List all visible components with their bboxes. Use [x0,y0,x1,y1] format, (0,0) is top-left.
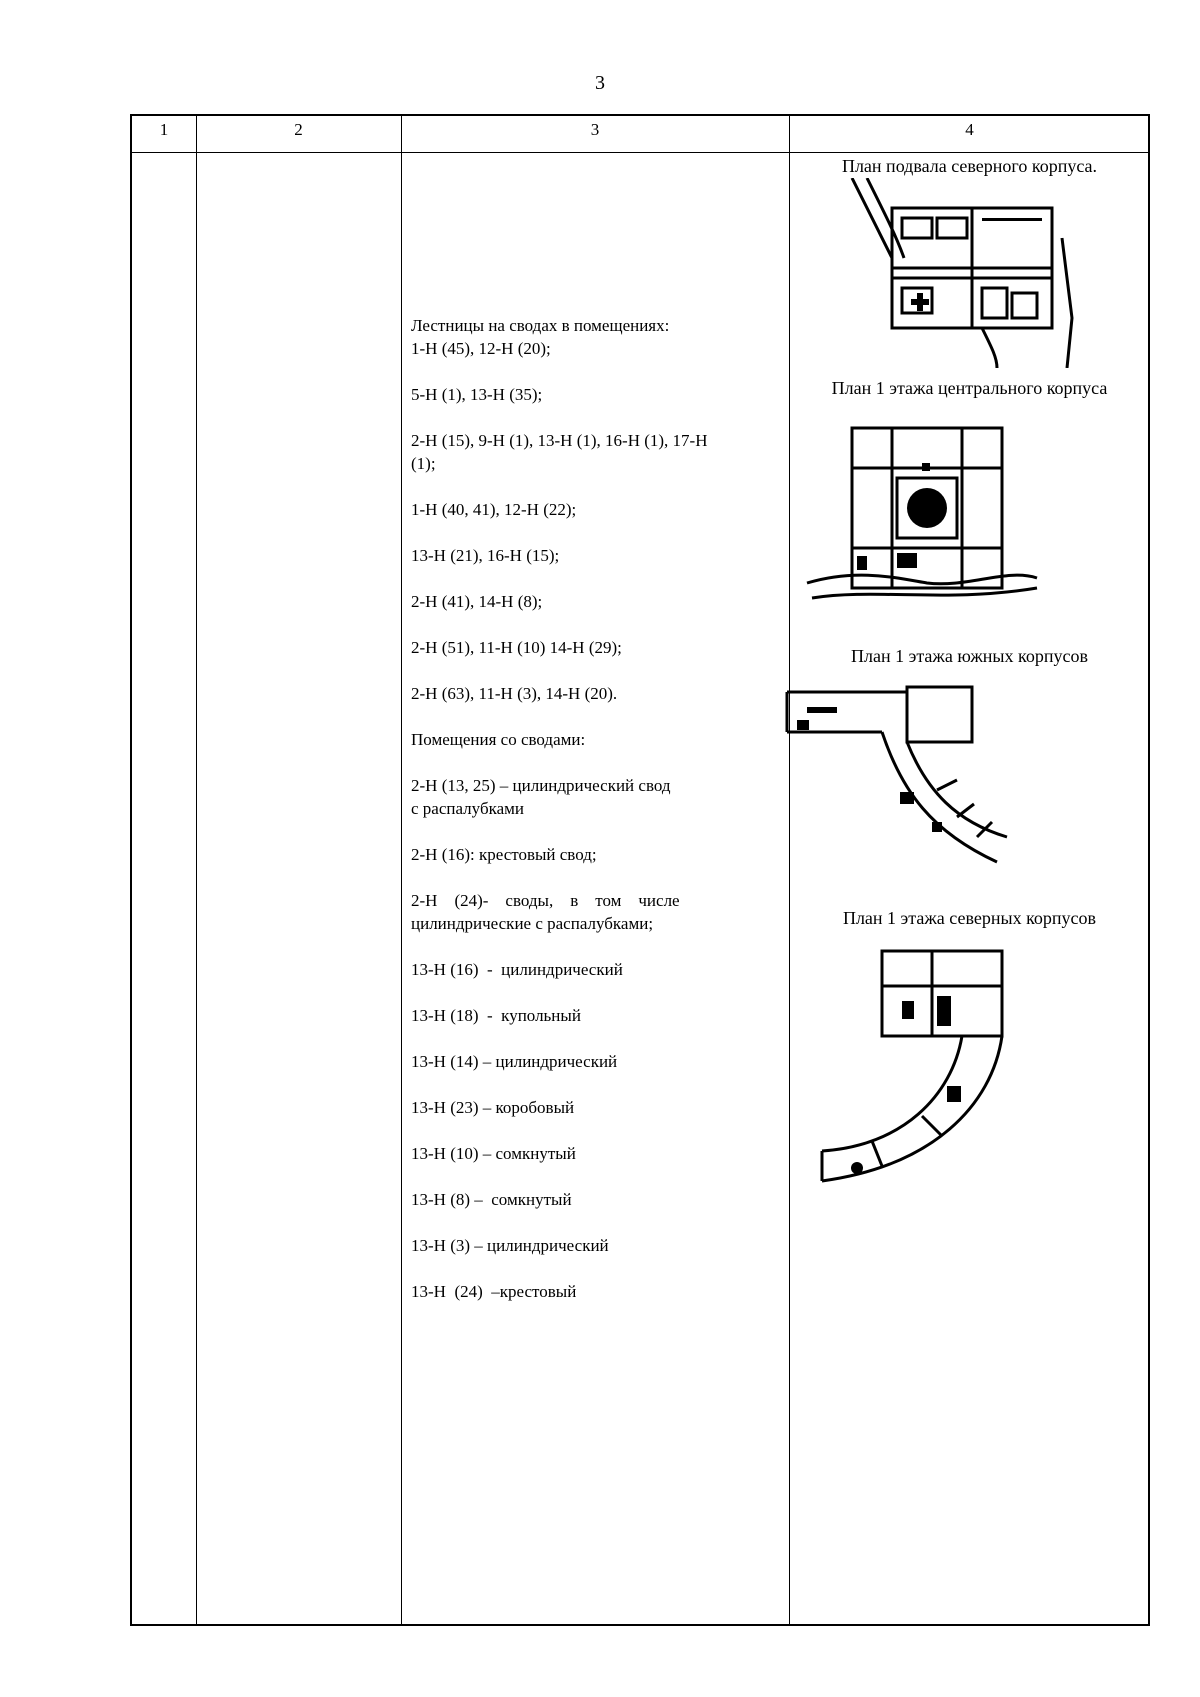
list-item: 13-Н (23) – коробовый [411,1098,575,1117]
column-divider [401,116,402,1624]
caption-ground-floor-north: План 1 этажа северных корпусов [842,908,1097,928]
vaults-description [411,314,771,1303]
header-col-1: 1 [159,120,169,139]
page-number: 3 [595,72,605,94]
list-item: 13-Н (21), 16-Н (15); [411,546,560,565]
list-item: (1); [411,454,436,473]
list-item: 1-Н (40, 41), 12-Н (22); [411,500,577,519]
header-col-2: 2 [294,120,303,139]
vaults-heading: Помещения со сводами: [411,730,586,749]
list-item: 5-Н (1), 13-Н (35); [411,385,543,404]
list-item: 2-Н (15), 9-Н (1), 13-Н (1), 16-Н (1), 17-Н [411,431,708,450]
list-item: 13-Н (16) - цилиндрический [411,960,623,979]
basement-plan-north-image [832,178,1092,368]
column-divider [196,116,197,1624]
header-col-3: 3 [590,120,600,139]
stairs-heading: Лестницы на сводах в помещениях: [411,316,670,335]
header-divider [132,152,1148,153]
list-item: 2-Н (41), 14-Н (8); [411,592,543,611]
list-item: 13-Н (8) – сомкнутый [411,1190,572,1209]
list-item: 2-Н (63), 11-Н (3), 14-Н (20). [411,684,618,703]
list-item: 13-Н (10) – сомкнутый [411,1144,576,1163]
list-item: 13-Н (24) –крестовый [411,1282,577,1301]
header-col-4: 4 [965,120,974,139]
list-item: цилиндрические с распалубками; [411,914,654,933]
caption-ground-floor-central: План 1 этажа центрального корпуса [831,378,1108,398]
ground-floor-plan-north-image [812,936,1052,1226]
list-item: 2-Н (13, 25) – цилиндрический свод [411,776,671,795]
ground-floor-plan-south-image [782,672,1022,892]
register-table [130,114,1150,1626]
list-item: 1-Н (45), 12-Н (20); [411,339,551,358]
list-item: 2-Н (51), 11-Н (10) 14-Н (29); [411,638,622,657]
caption-basement-north: План подвала северного корпуса. [841,156,1098,176]
list-item: 13-Н (14) – цилиндрический [411,1052,618,1071]
list-item: 13-Н (18) - купольный [411,1006,581,1025]
list-item: 2-Н (24)- своды, в том числе [411,891,680,910]
ground-floor-plan-central-image [797,408,1042,608]
caption-ground-floor-south: План 1 этажа южных корпусов [851,646,1088,666]
list-item: с распалубками [411,799,524,818]
list-item: 2-Н (16): крестовый свод; [411,845,597,864]
list-item: 13-Н (3) – цилиндрический [411,1236,609,1255]
